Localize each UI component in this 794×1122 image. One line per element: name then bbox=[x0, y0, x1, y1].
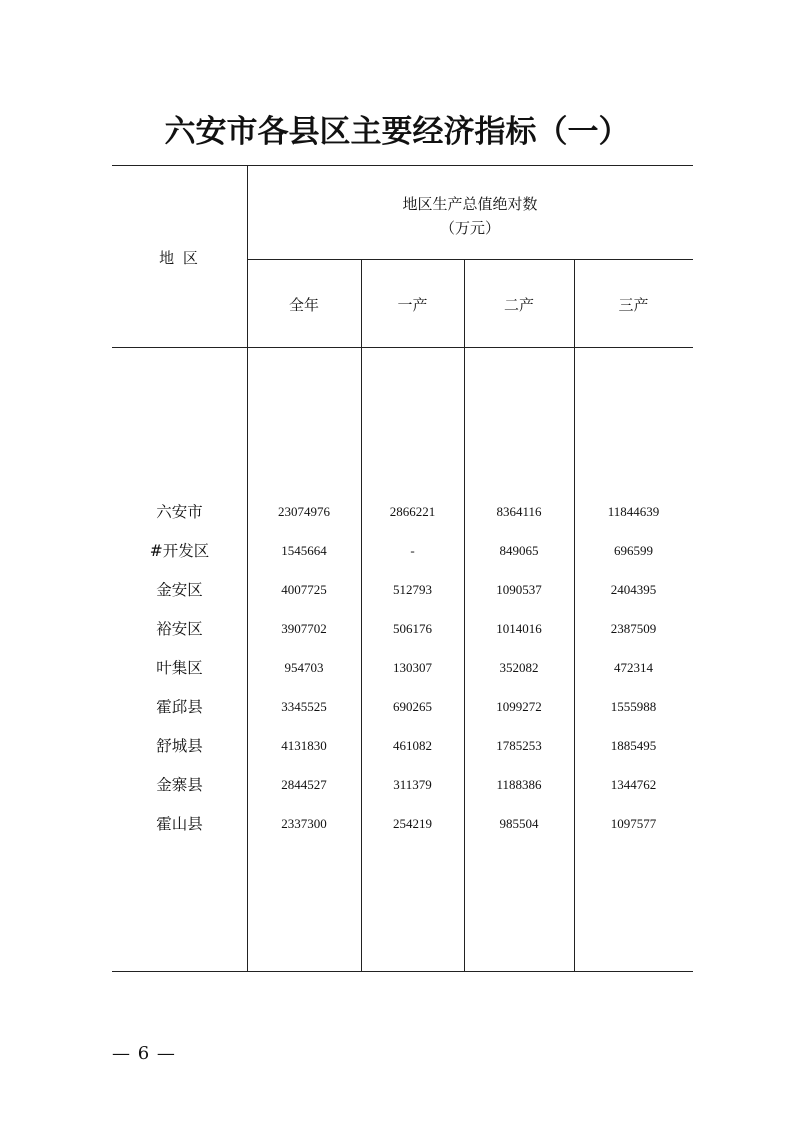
row-region: 金寨县 bbox=[156, 776, 203, 794]
column-divider bbox=[464, 259, 465, 972]
table-top-rule bbox=[112, 165, 693, 166]
column-header-primary: 一产 bbox=[397, 296, 428, 314]
column-header-tertiary: 三产 bbox=[618, 296, 649, 314]
cell-total: 4007725 bbox=[281, 582, 327, 597]
column-divider bbox=[574, 259, 575, 972]
cell-secondary: 1785253 bbox=[496, 738, 542, 753]
cell-tertiary: 1097577 bbox=[610, 816, 657, 831]
cell-secondary: 1099272 bbox=[496, 699, 542, 714]
cell-primary: 512793 bbox=[393, 582, 432, 597]
cell-total: 2844527 bbox=[281, 777, 327, 792]
group-unit: （万元） bbox=[439, 219, 500, 237]
cell-total: 3907702 bbox=[281, 621, 327, 636]
cell-total: 4131830 bbox=[281, 738, 327, 753]
table-bottom-rule bbox=[112, 971, 693, 972]
cell-total: 23074976 bbox=[278, 504, 330, 519]
header-bottom-rule bbox=[112, 347, 693, 348]
cell-total: 3345525 bbox=[281, 699, 327, 714]
region-column-divider bbox=[247, 165, 248, 972]
cell-primary: - bbox=[410, 543, 415, 558]
column-header-secondary: 二产 bbox=[503, 296, 534, 314]
cell-secondary: 1188386 bbox=[496, 777, 542, 792]
row-region: 裕安区 bbox=[156, 620, 203, 638]
page-title: 六安市各县区主要经济指标（一） bbox=[164, 114, 630, 150]
region-header: 地 区 bbox=[159, 249, 200, 267]
cell-total: 2337300 bbox=[281, 816, 327, 831]
row-region: 六安市 bbox=[156, 503, 203, 521]
cell-secondary: 1090537 bbox=[496, 582, 542, 597]
cell-primary: 2866221 bbox=[389, 504, 436, 519]
cell-secondary: 352082 bbox=[499, 660, 539, 675]
row-region: #开发区 bbox=[149, 542, 210, 560]
column-header-total: 全年 bbox=[288, 296, 319, 314]
cell-tertiary: 472314 bbox=[614, 660, 653, 675]
cell-primary: 130307 bbox=[393, 660, 432, 675]
row-region: 霍邱县 bbox=[156, 698, 203, 716]
cell-secondary: 849065 bbox=[499, 543, 539, 558]
cell-secondary: 985504 bbox=[499, 816, 539, 831]
cell-tertiary: 11844639 bbox=[607, 504, 660, 519]
row-region: 舒城县 bbox=[156, 737, 203, 755]
cell-total: 1545664 bbox=[281, 543, 327, 558]
group-header-rule bbox=[247, 259, 693, 260]
cell-tertiary: 2387509 bbox=[610, 621, 657, 636]
cell-tertiary: 696599 bbox=[614, 543, 653, 558]
cell-primary: 311379 bbox=[393, 777, 432, 792]
group-header: 地区生产总值绝对数 bbox=[402, 195, 538, 213]
cell-tertiary: 2404395 bbox=[610, 582, 657, 597]
cell-secondary: 8364116 bbox=[496, 504, 542, 519]
cell-primary: 461082 bbox=[393, 738, 432, 753]
cell-primary: 506176 bbox=[393, 621, 432, 636]
page-number: — 6 — bbox=[112, 1043, 176, 1064]
cell-tertiary: 1555988 bbox=[610, 699, 657, 714]
cell-primary: 690265 bbox=[393, 699, 432, 714]
cell-total: 954703 bbox=[284, 660, 324, 675]
cell-tertiary: 1885495 bbox=[610, 738, 657, 753]
row-region: 金安区 bbox=[156, 581, 203, 599]
row-region: 霍山县 bbox=[156, 815, 203, 833]
cell-primary: 254219 bbox=[393, 816, 432, 831]
row-region: 叶集区 bbox=[156, 659, 203, 677]
cell-tertiary: 1344762 bbox=[610, 777, 657, 792]
cell-secondary: 1014016 bbox=[496, 621, 542, 636]
column-divider bbox=[361, 259, 362, 972]
